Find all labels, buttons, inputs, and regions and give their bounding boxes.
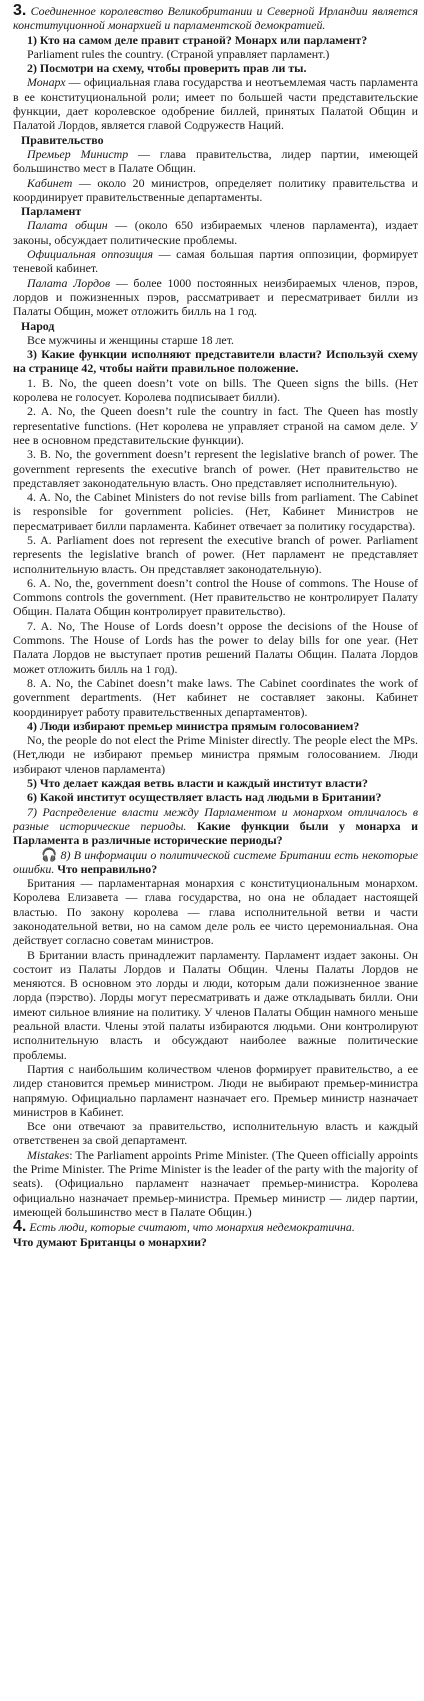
question-2: 2) Посмотри на схему, чтобы проверить прав ли ты. bbox=[27, 61, 307, 76]
monarch-entry bbox=[13, 75, 418, 132]
pm-entry bbox=[13, 147, 418, 176]
parliament-heading: Парламент bbox=[21, 204, 82, 219]
headphones-icon: 🎧 bbox=[41, 846, 58, 862]
exercise-number: 3. bbox=[13, 2, 27, 19]
answer-4: No, the people do not elect the Prime Minister directly. The people elect the MPs. (Нет,люди не избирают премьер министра прямым голосованием. Люди избирают членов парламента) bbox=[13, 733, 418, 776]
lords-entry bbox=[13, 276, 418, 319]
exercise-4-intro-text: Есть люди, которые считают, что монархия недемократична. bbox=[29, 1220, 355, 1235]
lords-definition: — более 1000 постоянных неизбираемых членов, пэров, лордов и пожизненных пэров, рассматривает и пересматривает билли из Палаты Общин, может отложить билль на 1 год. bbox=[13, 275, 418, 319]
question-7-italic: 7) Распределение власти между Парламентом и монархом отличалось в разные исторические периоды. bbox=[13, 804, 418, 833]
cabinet-term: Кабинет bbox=[27, 175, 73, 190]
intro-text: Соединенное королевство Великобритании и Северной Ирландии является конституционной монархией и парламентской демократией. bbox=[13, 4, 418, 33]
exercise-3-intro bbox=[13, 4, 418, 33]
text-paragraph: В Британии власть принадлежит парламенту. Парламент издает законы. Он состоит из Палаты Лордов и Палаты Общин. Члены Палаты Лордов не меняются. В основном это лорды и люди, которым дали пожизненное звание лорда (пэрство). Лорды могут пересматривать и даже откладывать билли. Они имеют сильное влияние на политику. У членов Палаты Общин намного меньше реальной власти. Члены этой палаты избираются людьми. Они контролируют исполнительную власть и обсуждают наиболее важные политические проблемы. bbox=[13, 947, 418, 1062]
question-7-bold: Какие функции были у монарха и Парламента в различные исторические периоды? bbox=[13, 818, 419, 848]
question-1: 1) Кто на самом деле правит страной? Монарх или парламент? bbox=[27, 32, 368, 47]
exercise-4-question: Что думают Британцы о монархии? bbox=[13, 1234, 207, 1249]
question-8-bold: Что неправильно? bbox=[54, 861, 158, 876]
answer-item: 1. B. No, the queen doesn’t vote on bills. The Queen signs the bills. (Нет королева не голосует. Королева подписывает билли). bbox=[13, 375, 418, 405]
mistakes-paragraph bbox=[13, 1148, 418, 1219]
monarch-term: Монарх bbox=[27, 75, 66, 90]
question-7 bbox=[13, 805, 418, 848]
opposition-term: Официальная оппозиция bbox=[27, 247, 153, 262]
mistakes-text: : The Parliament appoints Prime Minister. (The Queen officially appoints the Prime Minister. The Prime Minister is the leader of the party with the majority of seats). (Официально парламент назначает премьер-министра. Королева официально назначает премьер-министра. Премьер министр — лидер партии, имеющей большинство мест в Палате Общин.) bbox=[13, 1147, 418, 1219]
people-definition: Все мужчины и женщины старше 18 лет. bbox=[27, 332, 234, 347]
question-6: 6) Какой институт осуществляет власть над людьми в Британии? bbox=[27, 790, 382, 805]
answer-item: 4. A. No, the Cabinet Ministers do not revise bills from parliament. The Cabinet is responsible for government policies. (Нет, Кабинет Министров не пересматривает билли парламента. Кабинет отвечает за политику государства). bbox=[13, 490, 418, 533]
question-8 bbox=[13, 848, 418, 877]
answer-item: 5. A. Parliament does not represent the executive branch of power. Parliament represents the legislative branch of power. (Нет парламент не представляет исполнительную власть. Он представляет законодательную). bbox=[13, 532, 418, 576]
answer-item: 2. A. No, the Queen doesn’t rule the country in fact. The Queen has mostly representative functions. (Нет королева не управляет страной на самом деле. У нее в основном представительские функции). bbox=[13, 404, 418, 447]
exercise-number: 4. bbox=[13, 1218, 27, 1236]
government-heading: Правительство bbox=[21, 132, 104, 147]
lords-term: Палата Лордов bbox=[27, 275, 111, 290]
commons-definition: — (около 650 избираемых членов парламента), издает законы, обсуждает политические проблемы. bbox=[13, 218, 418, 247]
cabinet-entry bbox=[13, 176, 418, 205]
question-5: 5) Что делает каждая ветвь власти и каждый институт власти? bbox=[27, 776, 368, 791]
commons-entry bbox=[13, 218, 418, 247]
question-8-italic: 8) В информации о политической системе Британии есть некоторые ошибки. bbox=[13, 847, 418, 876]
answer-item: 3. B. No, the government doesn’t represent the legislative branch of power. The government represents the executive branch of power. (Нет правительство не представляет законодательную власть. Оно представляет исполнительную). bbox=[13, 447, 418, 490]
monarch-definition: — официальная глава государства и неотъемлемая часть парламента в ее конституциональной роли; имеет по большей части представительские функции, дает королевское одобрение биллей, принятых Палатой Общин и Палатой Лордов, является главой Содружеств Наций. bbox=[13, 75, 418, 133]
opposition-definition: — самая большая партия оппозиции, формирует теневой кабинет. bbox=[13, 247, 418, 276]
people-heading: Народ bbox=[21, 318, 55, 333]
text-paragraph: Все они отвечают за правительство, исполнительную власть и каждый ответственен за свой департамент. bbox=[13, 1119, 418, 1148]
mistakes-label: Mistakes bbox=[27, 1147, 70, 1162]
text-paragraph: Британия — парламентарная монархия с конституциональным монархом. Королева Елизавета — глава государства, но она не обладает настоящей властью. По закону королева — глава исполнительной ветви и части законодательной ветви, но на самом деле роль ее чисто церемониальная. Она действует согласно советам министров. bbox=[13, 876, 418, 948]
exercise-4-intro bbox=[13, 1220, 418, 1234]
commons-term: Палата общин bbox=[27, 218, 108, 233]
cabinet-definition: — около 20 министров, определяет политику правительства и координирует правительственные департаменты. bbox=[13, 175, 418, 204]
answer-item: 8. A. No, the Cabinet doesn’t make laws. The Cabinet coordinates the work of government departments. (Нет кабинет не составляет законы. Кабинет координирует работу правительственных департаментов). bbox=[13, 675, 418, 719]
pm-term: Премьер Министр bbox=[27, 146, 129, 161]
opposition-entry bbox=[13, 247, 418, 276]
text-paragraph: Партия с наибольшим количеством членов формирует правительство, а ее лидер становится премьер министром. Люди не выбирают премьер-министра напрямую. Официально парламент назначает его. Премьер министр назначает министров в Кабинет. bbox=[13, 1061, 418, 1119]
question-3: 3) Какие функции исполняют представители власти? Используй схему на странице 42, чтобы найти правильное положение. bbox=[13, 347, 418, 376]
answer-1: Parliament rules the country. (Страной управляет парламент.) bbox=[27, 46, 330, 61]
answer-item: 7. A. No, The House of Lords doesn’t oppose the decisions of the House of Commons. The House of Lords has the power to delay bills for one year. (Нет Палата Лордов не выступает против решений Палаты Общин. Палата Лордов может отложить билль на 1 год). bbox=[13, 618, 418, 676]
pm-definition: — глава правительства, лидер партии, имеющей большинство мест в Палате Общин. bbox=[13, 146, 419, 176]
answer-item: 6. A. No, the, government doesn’t control the House of commons. The House of Commons controls the government. (Нет правительство не контролирует Палату Общин. Палата Общин контролирует правительство). bbox=[13, 575, 418, 619]
question-4: 4) Люди избирают премьер министра прямым голосованием? bbox=[27, 718, 360, 733]
